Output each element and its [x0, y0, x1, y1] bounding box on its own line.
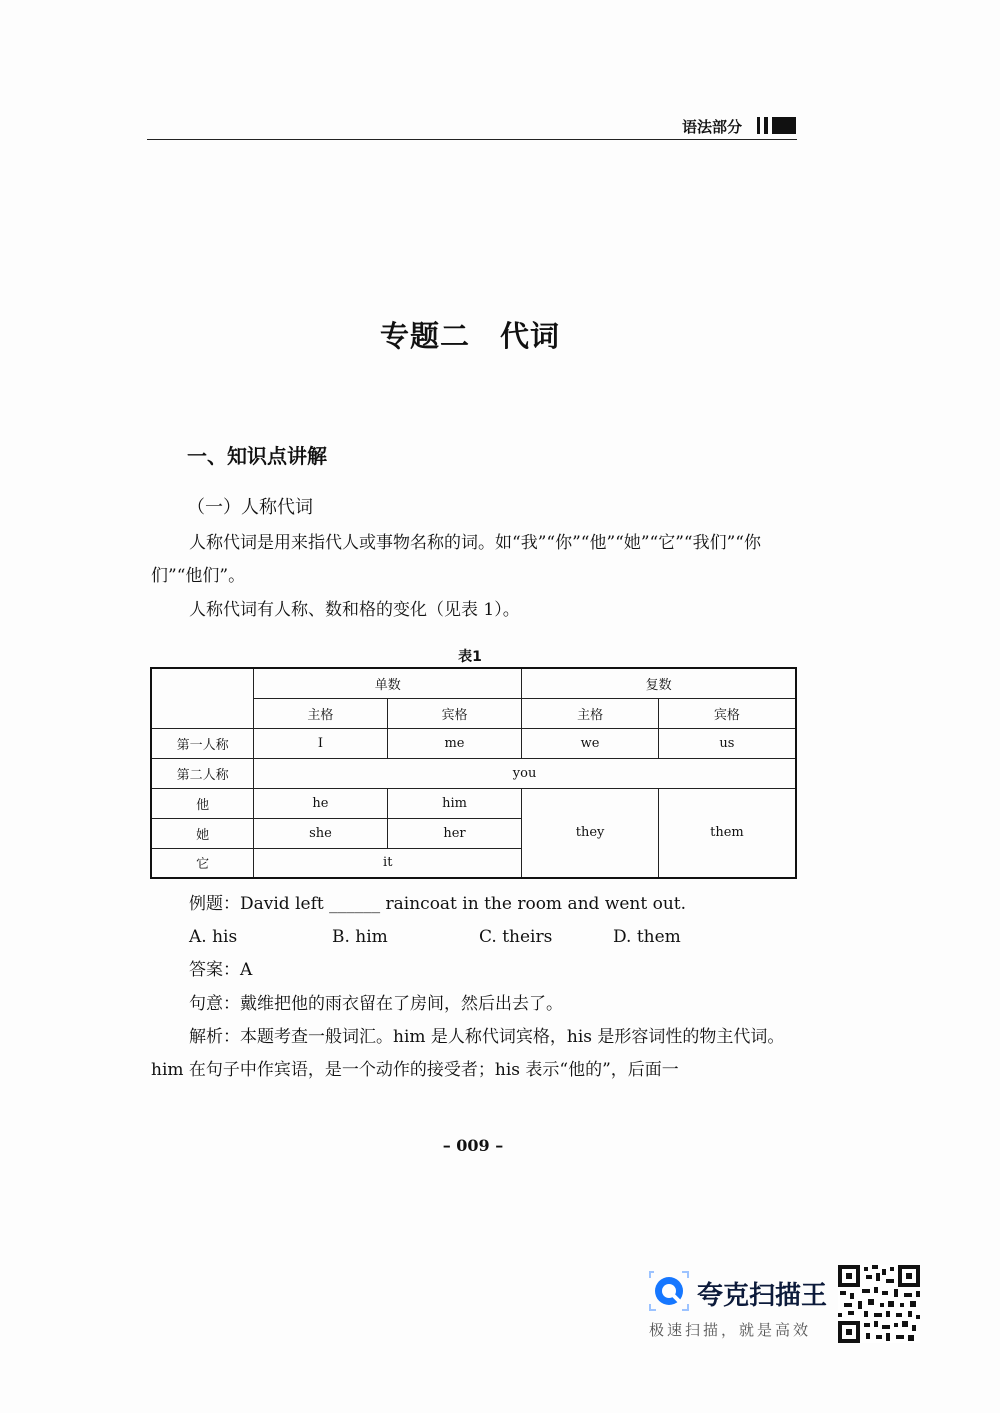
header-bar-decoration [757, 117, 760, 134]
header-nominative: 主格 [254, 698, 388, 728]
table-cell: them [658, 788, 796, 878]
page-number: – 009 – [442, 1136, 504, 1155]
scanner-logo-icon [648, 1270, 690, 1312]
table-row [151, 728, 796, 758]
table-cell: I [254, 728, 388, 758]
chapter-title: 专题二 代词 [379, 319, 560, 353]
table-row [151, 788, 796, 818]
option-a: A. his [189, 927, 238, 947]
header-plural: 复数 [522, 668, 796, 698]
example-meaning: 句意：戴维把他的雨衣留在了房间，然后出去了。 [189, 994, 563, 1014]
watermark-name: 夸克扫描王 [697, 1281, 828, 1311]
header-objective: 宾格 [658, 698, 796, 728]
table-cell: her [387, 818, 522, 848]
running-header [0, 112, 1000, 142]
table-cell: us [658, 728, 796, 758]
example-explanation: 解析：本题考查一般词汇。him 是人称代词宾格，his 是形容词性的物主代词。him 在句子中作宾语，是一个动作的接受者；his 表示“他的”，后面一 [151, 1027, 785, 1080]
header-bar-decoration [764, 117, 768, 134]
subsection-heading: （一）人称代词 [187, 497, 313, 518]
row-label: 它 [151, 848, 254, 878]
table-cell: she [254, 818, 388, 848]
header-nominative: 主格 [522, 698, 659, 728]
running-header-label: 语法部分 [681, 118, 742, 136]
pronoun-table [150, 667, 797, 879]
table-cell: he [254, 788, 388, 818]
table-caption: 表1 [458, 649, 482, 665]
table-cell: they [522, 788, 659, 878]
row-label: 第二人称 [151, 758, 254, 788]
paragraph-definition: 人称代词是用来指代人或事物名称的词。如“我”“你”“他”“她”“它”“我们”“你们”“他们”。 [151, 533, 761, 586]
table-cell: me [387, 728, 522, 758]
header-block-decoration [772, 117, 796, 134]
header-singular: 单数 [254, 668, 522, 698]
table-row [151, 668, 796, 698]
table-cell: it [254, 848, 522, 878]
section-heading: 一、知识点讲解 [187, 444, 327, 468]
row-label: 他 [151, 788, 254, 818]
table-cell: you [254, 758, 796, 788]
table-row [151, 758, 796, 788]
qr-code-icon [838, 1265, 920, 1343]
paragraph-table-intro: 人称代词有人称、数和格的变化（见表 1）。 [189, 600, 520, 620]
header-objective: 宾格 [387, 698, 522, 728]
example-answer: 答案：A [189, 960, 253, 980]
watermark-slogan: 极速扫描，就是高效 [649, 1321, 812, 1339]
row-label: 第一人称 [151, 728, 254, 758]
example-question: 例题：David left ______ raincoat in the room and went out. [189, 894, 687, 914]
row-label: 她 [151, 818, 254, 848]
header-rule [147, 139, 797, 140]
table-cell: him [387, 788, 522, 818]
table-corner-cell [151, 668, 254, 728]
option-d: D. them [613, 927, 681, 947]
option-c: C. theirs [479, 927, 553, 947]
option-b: B. him [332, 927, 388, 947]
table-cell: we [522, 728, 659, 758]
